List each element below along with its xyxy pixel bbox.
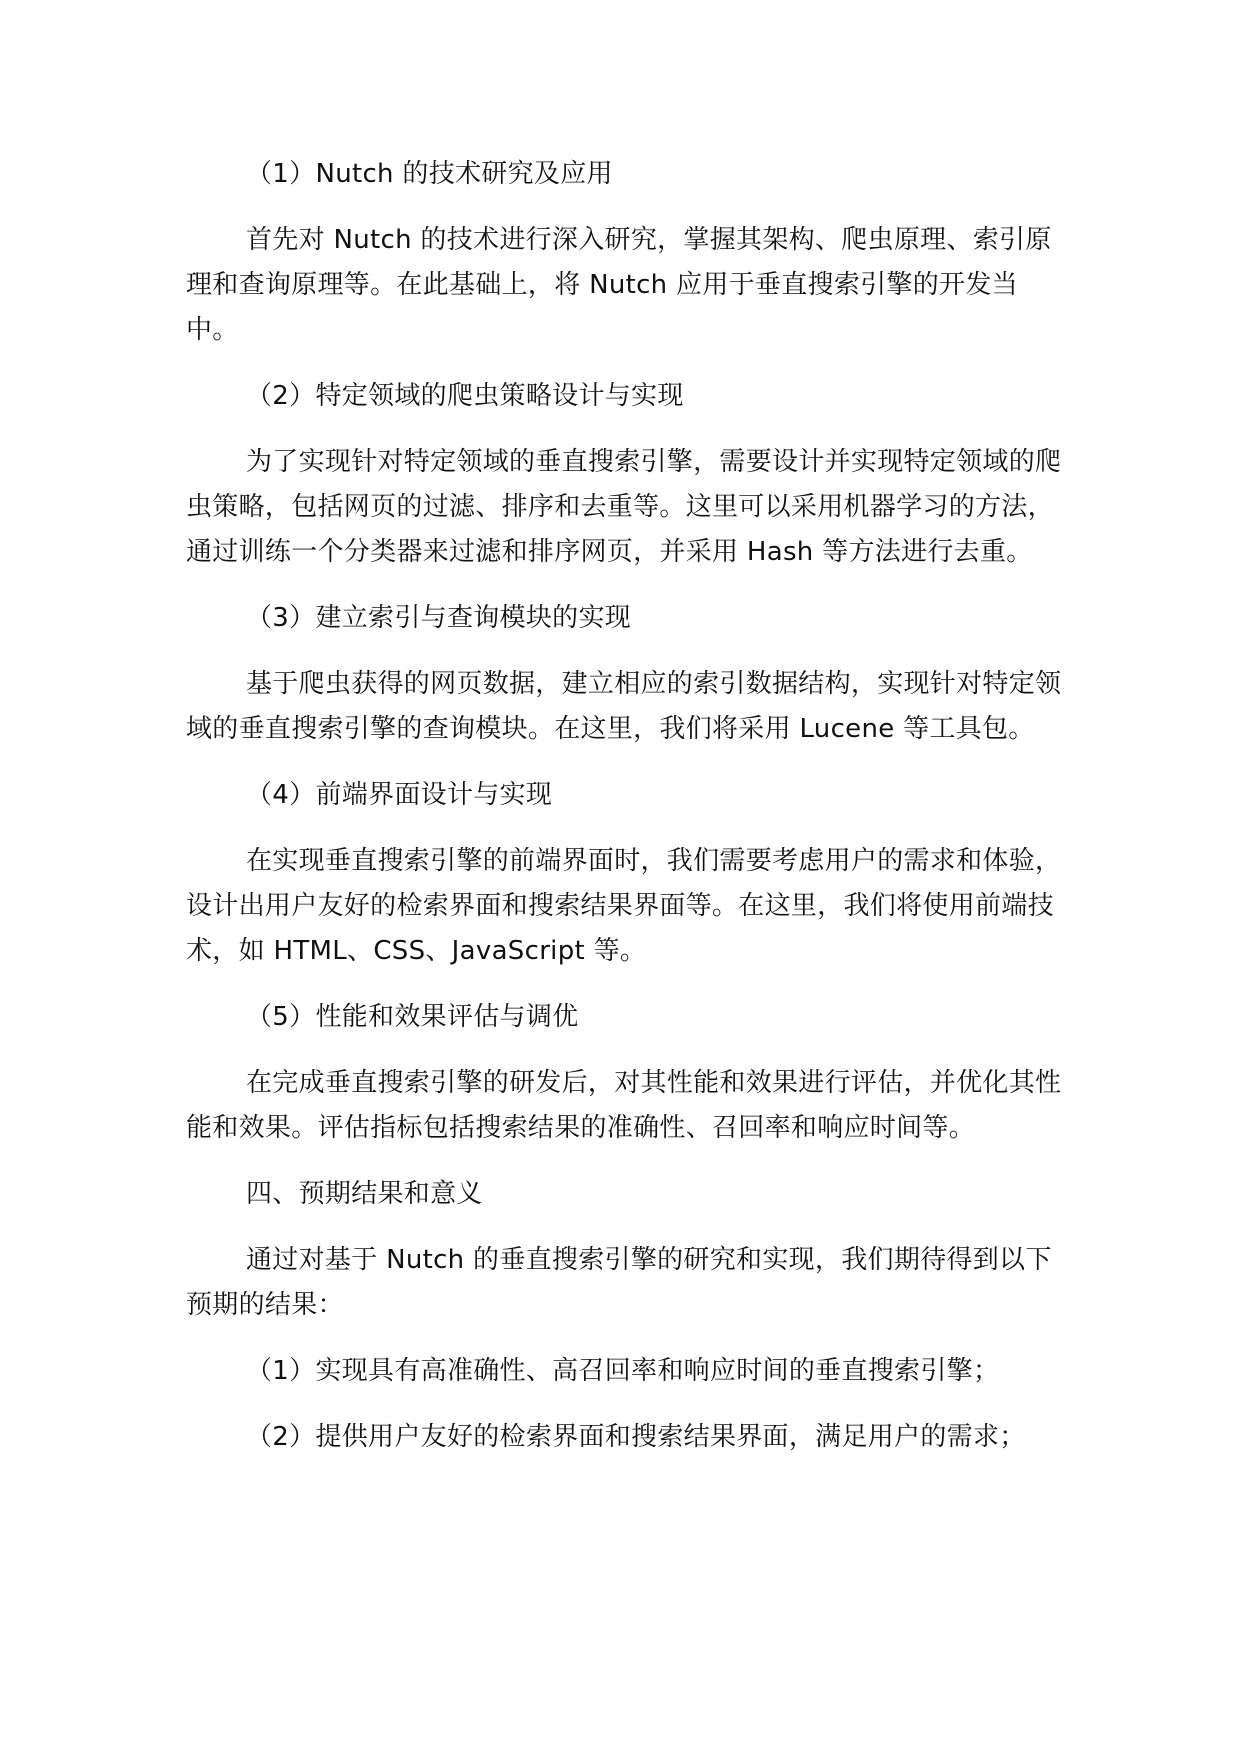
paragraph-performance: 在完成垂直搜索引擎的研发后，对其性能和效果进行评估，并优化其性能和效果。评估指标包括搜索结果的准确性、召回率和响应时间等。 [186, 1068, 1062, 1143]
section-heading-expected-results: 四、预期结果和意义 [246, 1179, 483, 1209]
section-heading-crawler-strategy: （2）特定领域的爬虫策略设计与实现 [246, 381, 684, 411]
document-body [186, 152, 1070, 1481]
list-item-result-2: （2）提供用户友好的检索界面和搜索结果界面，满足用户的需求； [246, 1422, 1026, 1452]
section-heading-performance: （5）性能和效果评估与调优 [246, 1002, 579, 1032]
paragraph-frontend: 在实现垂直搜索引擎的前端界面时，我们需要考虑用户的需求和体验，设计出用户友好的检索界面和搜索结果界面等。在这里，我们将使用前端技术，如 HTML、CSS、JavaScript 等。 [186, 846, 1062, 966]
paragraph-nutch-research: 首先对 Nutch 的技术进行深入研究，掌握其架构、爬虫原理、索引原理和查询原理等。在此基础上，将 Nutch 应用于垂直搜索引擎的开发当中。 [186, 225, 1052, 345]
paragraph-expected-results: 通过对基于 Nutch 的垂直搜索引擎的研究和实现，我们期待得到以下预期的结果： [186, 1245, 1052, 1320]
list-item-result-1: （1）实现具有高准确性、高召回率和响应时间的垂直搜索引擎； [246, 1356, 1000, 1386]
paragraph-index-query: 基于爬虫获得的网页数据，建立相应的索引数据结构，实现针对特定领域的垂直搜索引擎的查询模块。在这里，我们将采用 Lucene 等工具包。 [186, 669, 1062, 744]
paragraph-crawler-strategy: 为了实现针对特定领域的垂直搜索引擎，需要设计并实现特定领域的爬虫策略，包括网页的过滤、排序和去重等。这里可以采用机器学习的方法，通过训练一个分类器来过滤和排序网页，并采用 Hash 等方法进行去重。 [186, 447, 1062, 567]
section-heading-index-query: （3）建立索引与查询模块的实现 [246, 603, 632, 633]
section-heading-frontend: （4）前端界面设计与实现 [246, 780, 553, 810]
section-heading-nutch-research: （1）Nutch 的技术研究及应用 [246, 159, 613, 189]
